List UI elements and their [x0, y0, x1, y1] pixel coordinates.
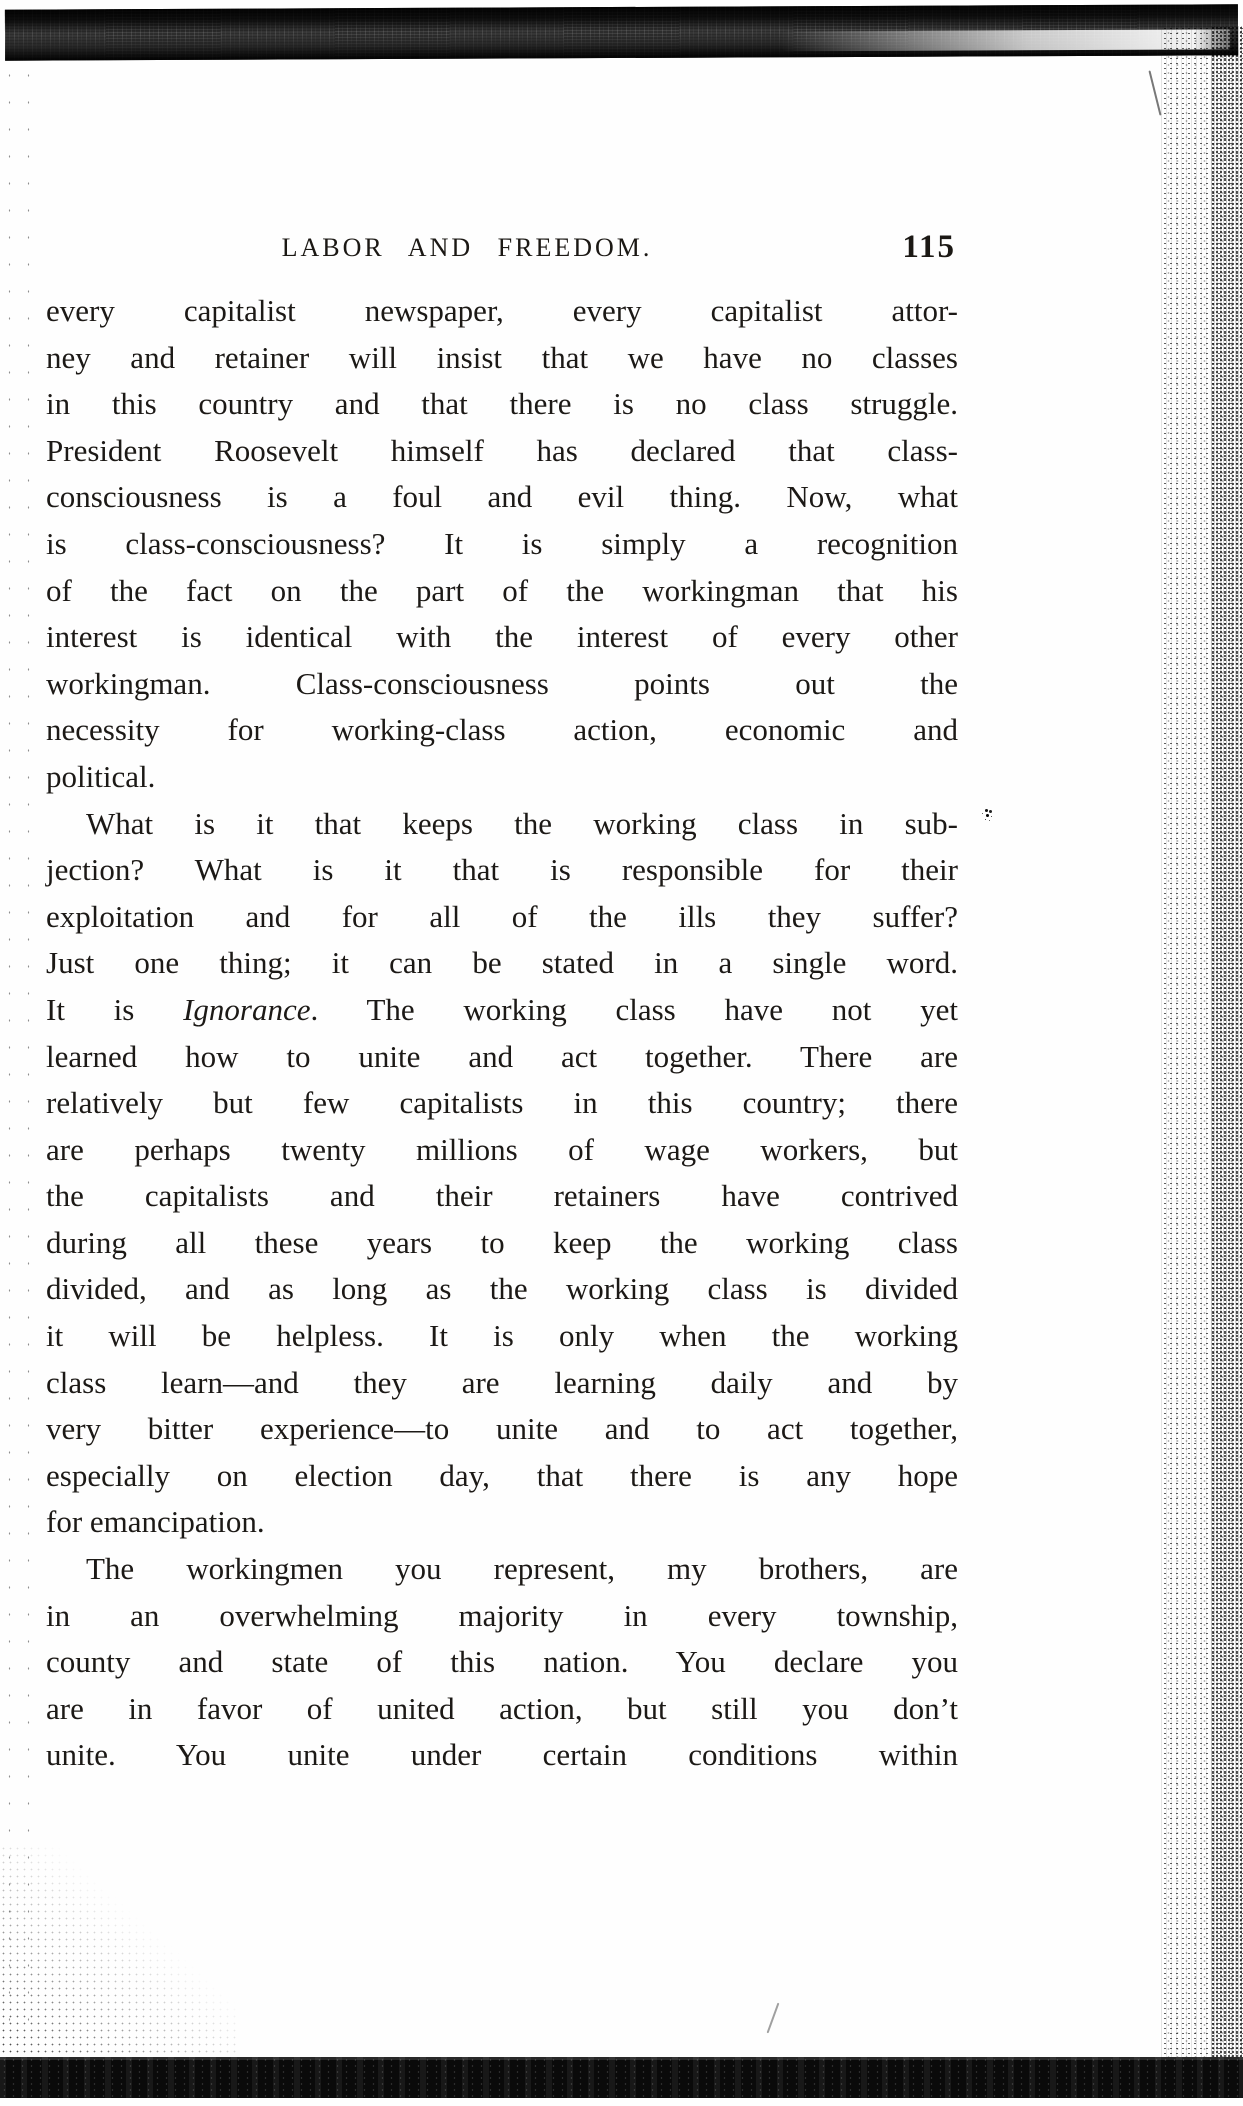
text-segment: necessity for working-class action, economic and — [46, 712, 958, 748]
text-line — [46, 1406, 958, 1453]
text-segment: consciousness is a foul and evil thing. Now, what — [46, 479, 958, 515]
text-segment: ney and retainer will insist that we have no classes — [46, 339, 958, 375]
italic-text-segment: Ignorance — [183, 991, 311, 1027]
text-segment: unite. You unite under certain conditions within — [46, 1737, 958, 1773]
text-line — [46, 1593, 958, 1640]
text-line — [46, 1499, 958, 1546]
text-segment: are perhaps twenty millions of wage workers, but — [46, 1131, 958, 1167]
text-line — [46, 1639, 958, 1686]
text-segment: exploitation and for all of the ills they suffer? — [46, 898, 958, 934]
text-segment: learned how to unite and act together. There are — [46, 1038, 958, 1074]
text-segment: is class-consciousness? It is simply a recognition — [46, 525, 958, 561]
text-segment: Just one thing; it can be stated in a single word. — [46, 945, 958, 981]
text-segment: . The working class have not yet — [310, 991, 958, 1027]
text-segment: it will be helpless. It is only when the working — [46, 1318, 958, 1354]
text-line — [46, 1080, 958, 1127]
running-head — [46, 229, 958, 277]
text-segment: in an overwhelming majority in every township, — [46, 1597, 958, 1633]
text-segment: workingman. Class-consciousness points out the — [46, 665, 958, 701]
text-segment: class learn—and they are learning daily and by — [46, 1364, 958, 1400]
page-fore-edge-dense-texture — [1211, 26, 1243, 2058]
text-line — [46, 474, 958, 521]
page-title: LABOR AND FREEDOM. — [281, 233, 653, 262]
text-segment: jection? What is it that is responsible for their — [46, 852, 958, 888]
ink-smudge — [976, 806, 998, 826]
text-segment: county and state of this nation. You declare you — [46, 1644, 958, 1680]
text-line — [46, 1732, 958, 1779]
text-line — [46, 1686, 958, 1733]
text-segment: It is — [46, 991, 184, 1027]
text-segment: relatively but few capitalists in this country; there — [46, 1085, 958, 1121]
text-segment: especially on election day, that there is any hope — [46, 1457, 958, 1493]
text-line — [46, 1173, 958, 1220]
text-segment: very bitter experience—to unite and to act together, — [46, 1411, 958, 1447]
text-line — [46, 1034, 958, 1081]
page-number: 115 — [902, 229, 956, 265]
text-line — [46, 1546, 958, 1593]
page-fore-edge-texture — [1161, 26, 1243, 2058]
page-body-text — [46, 288, 958, 1779]
text-line — [46, 847, 958, 894]
text-line — [46, 288, 958, 335]
text-segment: interest is identical with the interest of every other — [46, 619, 958, 655]
text-line — [46, 381, 958, 428]
text-line — [46, 987, 958, 1034]
text-segment: the capitalists and their retainers have contrived — [46, 1178, 958, 1214]
text-segment: political. — [46, 758, 156, 794]
text-line — [46, 1127, 958, 1174]
text-segment: during all these years to keep the working class — [46, 1224, 958, 1260]
text-line — [46, 614, 958, 661]
text-segment: in this country and that there is no class struggle. — [46, 386, 958, 422]
text-segment: of the fact on the part of the workingman that his — [46, 572, 958, 608]
text-line — [46, 801, 958, 848]
text-segment: The workingmen you represent, my brothers, are — [86, 1551, 958, 1587]
text-line — [46, 1220, 958, 1267]
text-segment: What is it that keeps the working class in sub- — [86, 805, 958, 841]
text-segment: President Roosevelt himself has declared that class- — [46, 432, 958, 468]
text-line — [46, 1453, 958, 1500]
text-line — [46, 568, 958, 615]
text-line — [46, 1313, 958, 1360]
scan-bottom-edge — [0, 2057, 1243, 2098]
text-line — [46, 707, 958, 754]
scratch-mark-top-right — [1148, 70, 1161, 115]
text-line — [46, 1266, 958, 1313]
text-line — [46, 521, 958, 568]
text-line — [46, 894, 958, 941]
text-line — [46, 428, 958, 475]
text-line — [46, 940, 958, 987]
scan-left-margin-speckle — [0, 62, 44, 2042]
scan-top-binding-edge — [5, 4, 1238, 60]
scratch-mark-bottom — [767, 2003, 780, 2034]
text-line — [46, 1360, 958, 1407]
text-line — [46, 335, 958, 382]
text-line — [46, 661, 958, 708]
text-segment: for emancipation. — [46, 1504, 265, 1540]
text-segment: divided, and as long as the working class is divided — [46, 1271, 958, 1307]
text-line — [46, 754, 958, 801]
text-segment: are in favor of united action, but still you don’t — [46, 1690, 958, 1726]
text-segment: every capitalist newspaper, every capitalist attor- — [46, 293, 958, 328]
